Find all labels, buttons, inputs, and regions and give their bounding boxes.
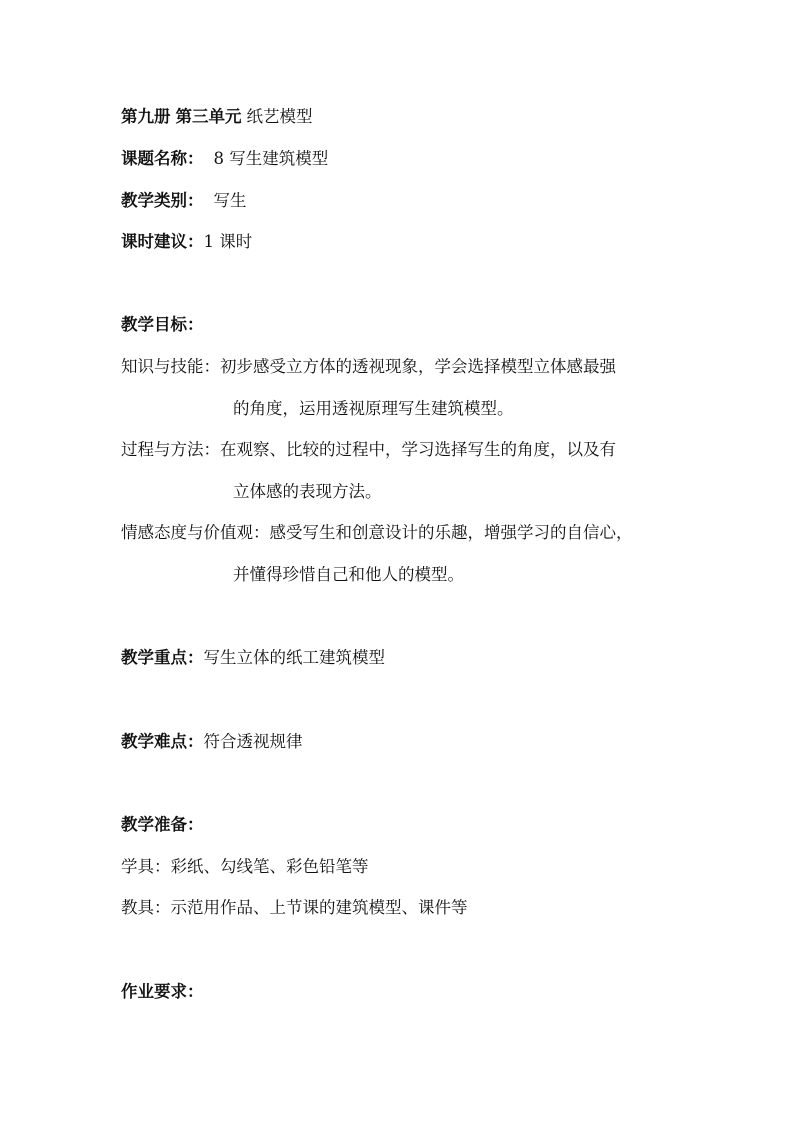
knowledge-line [121, 356, 616, 378]
knowledge-text-1: 初步感受立方体的透视现象，学会选择模型立体感最强 [220, 357, 616, 376]
difficulty-line [121, 731, 303, 753]
teacher-tools-label: 教具： [121, 898, 171, 917]
preparation-heading: 教学准备： [121, 815, 204, 834]
header-line [121, 106, 313, 128]
topic-line [121, 148, 328, 170]
topic-value: 8 写生建筑模型 [213, 149, 329, 168]
unit-label: 第三单元 [175, 107, 242, 126]
process-text-1: 在观察、比较的过程中，学习选择写生的角度，以及有 [220, 440, 616, 459]
student-tools-line [121, 856, 369, 878]
hours-line [121, 231, 252, 253]
teacher-tools-value: 示范用作品、上节课的建筑模型、课件等 [170, 898, 468, 917]
unit-title: 纸艺模型 [246, 107, 313, 126]
process-line [121, 439, 616, 461]
type-value: 写生 [213, 191, 247, 210]
teacher-tools-line [121, 897, 468, 919]
knowledge-label: 知识与技能： [121, 357, 220, 376]
student-tools-value: 彩纸、勾线笔、彩色铅笔等 [170, 857, 369, 876]
difficulty-label: 教学难点： [121, 732, 204, 751]
emotion-line [121, 522, 633, 544]
knowledge-text-2: 的角度，运用透视原理写生建筑模型。 [233, 399, 514, 418]
book-label: 第九册 [121, 107, 171, 126]
key-point-line [121, 647, 385, 669]
key-point-value: 写生立体的纸工建筑模型 [203, 648, 385, 667]
emotion-text-1: 感受写生和创意设计的乐趣，增强学习的自信心， [269, 523, 633, 542]
process-text-2: 立体感的表现方法。 [233, 482, 382, 501]
hours-value: 1 课时 [203, 232, 253, 251]
hours-label: 课时建议： [121, 232, 204, 251]
difficulty-value: 符合透视规律 [203, 732, 303, 751]
emotion-text-2: 并懂得珍惜自己和他人的模型。 [233, 565, 464, 584]
emotion-label: 情感态度与价值观： [121, 523, 270, 542]
objectives-heading: 教学目标： [121, 315, 204, 334]
type-line [121, 190, 247, 212]
process-label: 过程与方法： [121, 440, 220, 459]
student-tools-label: 学具： [121, 857, 171, 876]
type-label: 教学类别： [121, 191, 204, 210]
topic-label: 课题名称： [121, 149, 204, 168]
homework-heading: 作业要求： [121, 982, 204, 1001]
key-point-label: 教学重点： [121, 648, 204, 667]
